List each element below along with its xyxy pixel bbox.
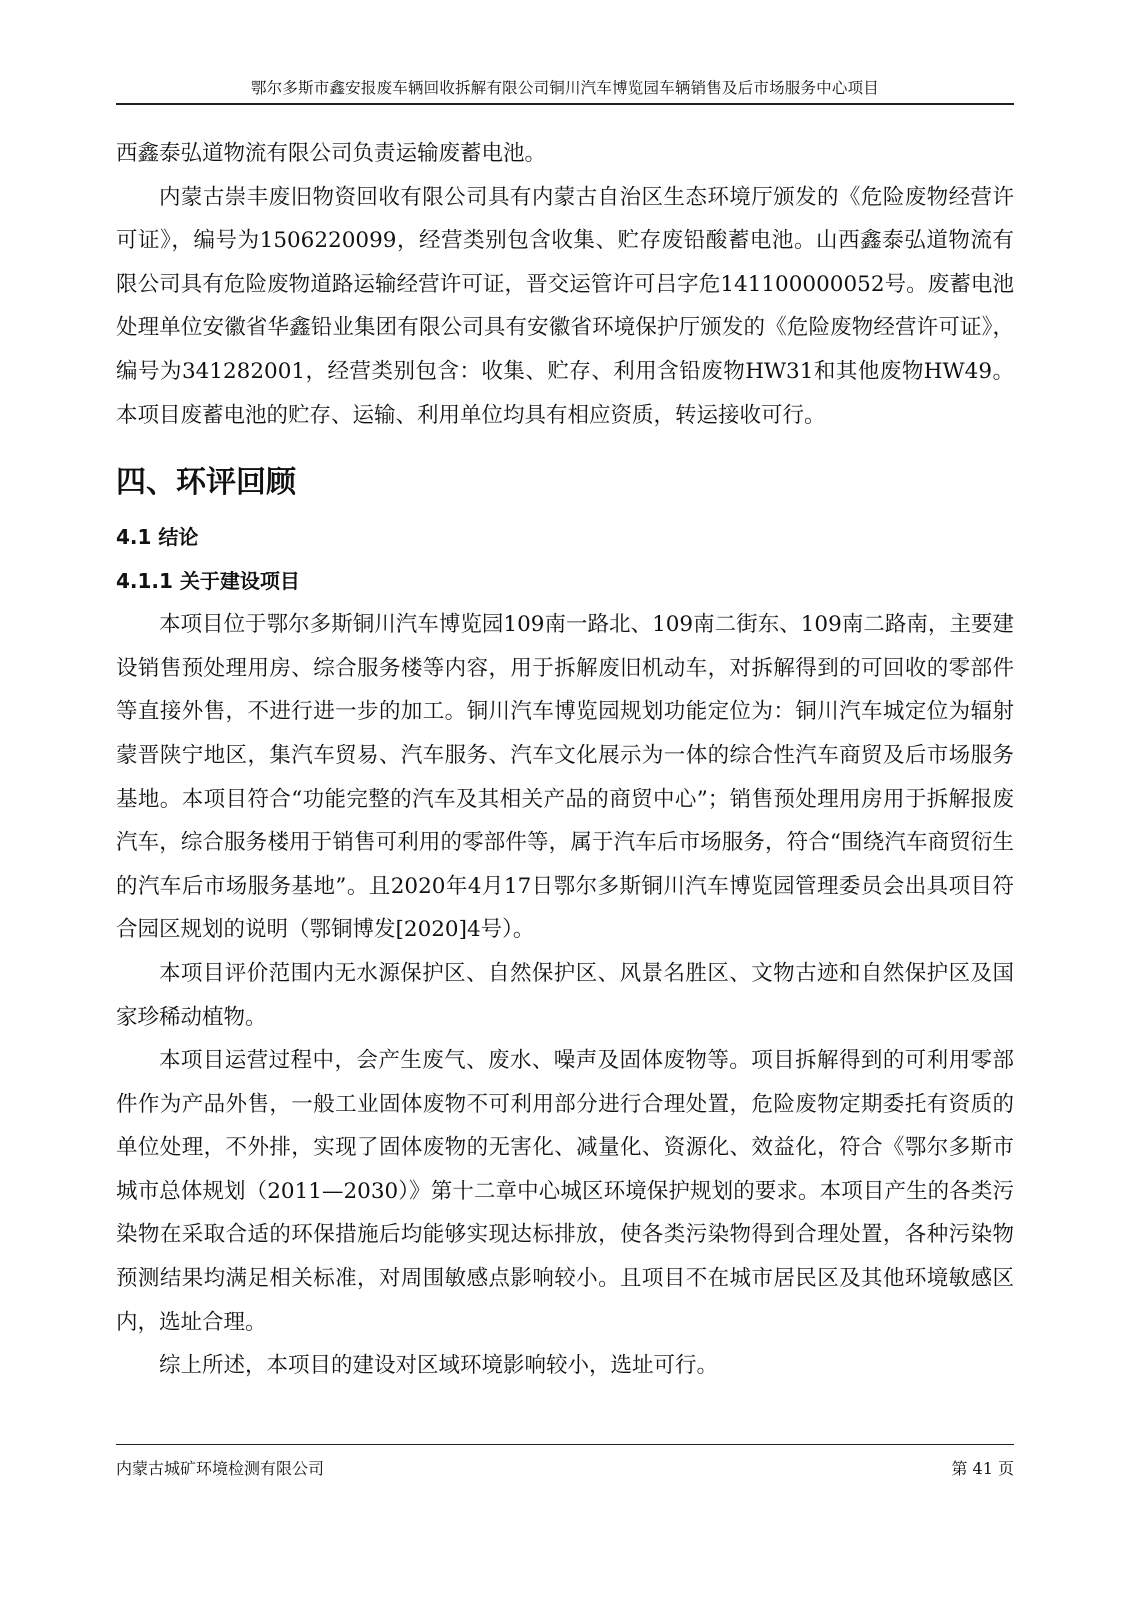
- page-content: [116, 128, 1014, 1388]
- paragraph-pollutants: 本项目运营过程中，会产生废气、废水、噪声及固体废物等。项目拆解得到的可利用零部件作为产品外售，一般工业固体废物不可利用部分进行合理处置，危险废物定期委托有资质的单位处理，不外排，实现了固体废物的无害化、减量化、资源化、效益化，符合《鄂尔多斯市城市总体规划（2011—2030）》第十二章中心城区环境保护规划的要求。本项目产生的各类污染物在采取合适的环保措施后均能够实现达标排放，使各类污染物得到合理处置，各种污染物预测结果均满足相关标准，对周围敏感点影响较小。且项目不在城市居民区及其他环境敏感区内，选址合理。: [116, 1048, 1014, 1335]
- subsubsection-heading: 4.1.1 关于建设项目: [116, 569, 300, 594]
- paragraph-protection-areas: 本项目评价范围内无水源保护区、自然保护区、风景名胜区、文物古迹和自然保护区及国家珍稀动植物。: [116, 960, 1014, 1030]
- paragraph-conclusion: 综上所述，本项目的建设对区域环境影响较小，选址可行。: [159, 1353, 719, 1379]
- header-divider: [116, 103, 1014, 105]
- paragraph-permits: 内蒙古崇丰废旧物资回收有限公司具有内蒙古自治区生态环境厅颁发的《危险废物经营许可证》，编号为1506220099，经营类别包含收集、贮存废铅酸蓄电池。山西鑫泰弘道物流有限公司具有危险废物道路运输经营许可证，晋交运管许可吕字危141100000052号。废蓄电池处理单位安徽省华鑫铅业集团有限公司具有安徽省环境保护厅颁发的《危险废物经营许可证》，编号为341282001，经营类别包含：收集、贮存、利用含铅废物HW31和其他废物HW49。本项目废蓄电池的贮存、运输、利用单位均具有相应资质，转运接收可行。: [116, 184, 1014, 428]
- section-heading: 四、环评回顾: [116, 465, 296, 501]
- paragraph-continuation: 西鑫泰弘道物流有限公司负责运输废蓄电池。: [116, 141, 547, 166]
- subsection-heading: 4.1 结论: [116, 525, 199, 550]
- footer-company: 内蒙古城矿环境检测有限公司: [116, 1459, 325, 1478]
- paragraph-location: 本项目位于鄂尔多斯铜川汽车博览园109南一路北、109南二街东、109南二路南，主要建设销售预处理用房、综合服务楼等内容，用于拆解废旧机动车，对拆解得到的可回收的零部件等直接外售，不进行进一步的加工。铜川汽车博览园规划功能定位为：铜川汽车城定位为辐射蒙晋陕宁地区，集汽车贸易、汽车服务、汽车文化展示为一体的综合性汽车商贸及后市场服务基地。本项目符合“功能完整的汽车及其相关产品的商贸中心”；销售预处理用房用于拆解报废汽车，综合服务楼用于销售可利用的零部件等，属于汽车后市场服务，符合“围绕汽车商贸衍生的汽车后市场服务基地”。且2020年4月17日鄂尔多斯铜川汽车博览园管理委员会出具项目符合园区规划的说明（鄂铜博发[2020]4号）。: [116, 612, 1014, 943]
- page-number: 第 41 页: [951, 1459, 1014, 1478]
- running-header: 鄂尔多斯市鑫安报废车辆回收拆解有限公司铜川汽车博览园车辆销售及后市场服务中心项目: [250, 79, 879, 97]
- footer-divider: [116, 1444, 1014, 1445]
